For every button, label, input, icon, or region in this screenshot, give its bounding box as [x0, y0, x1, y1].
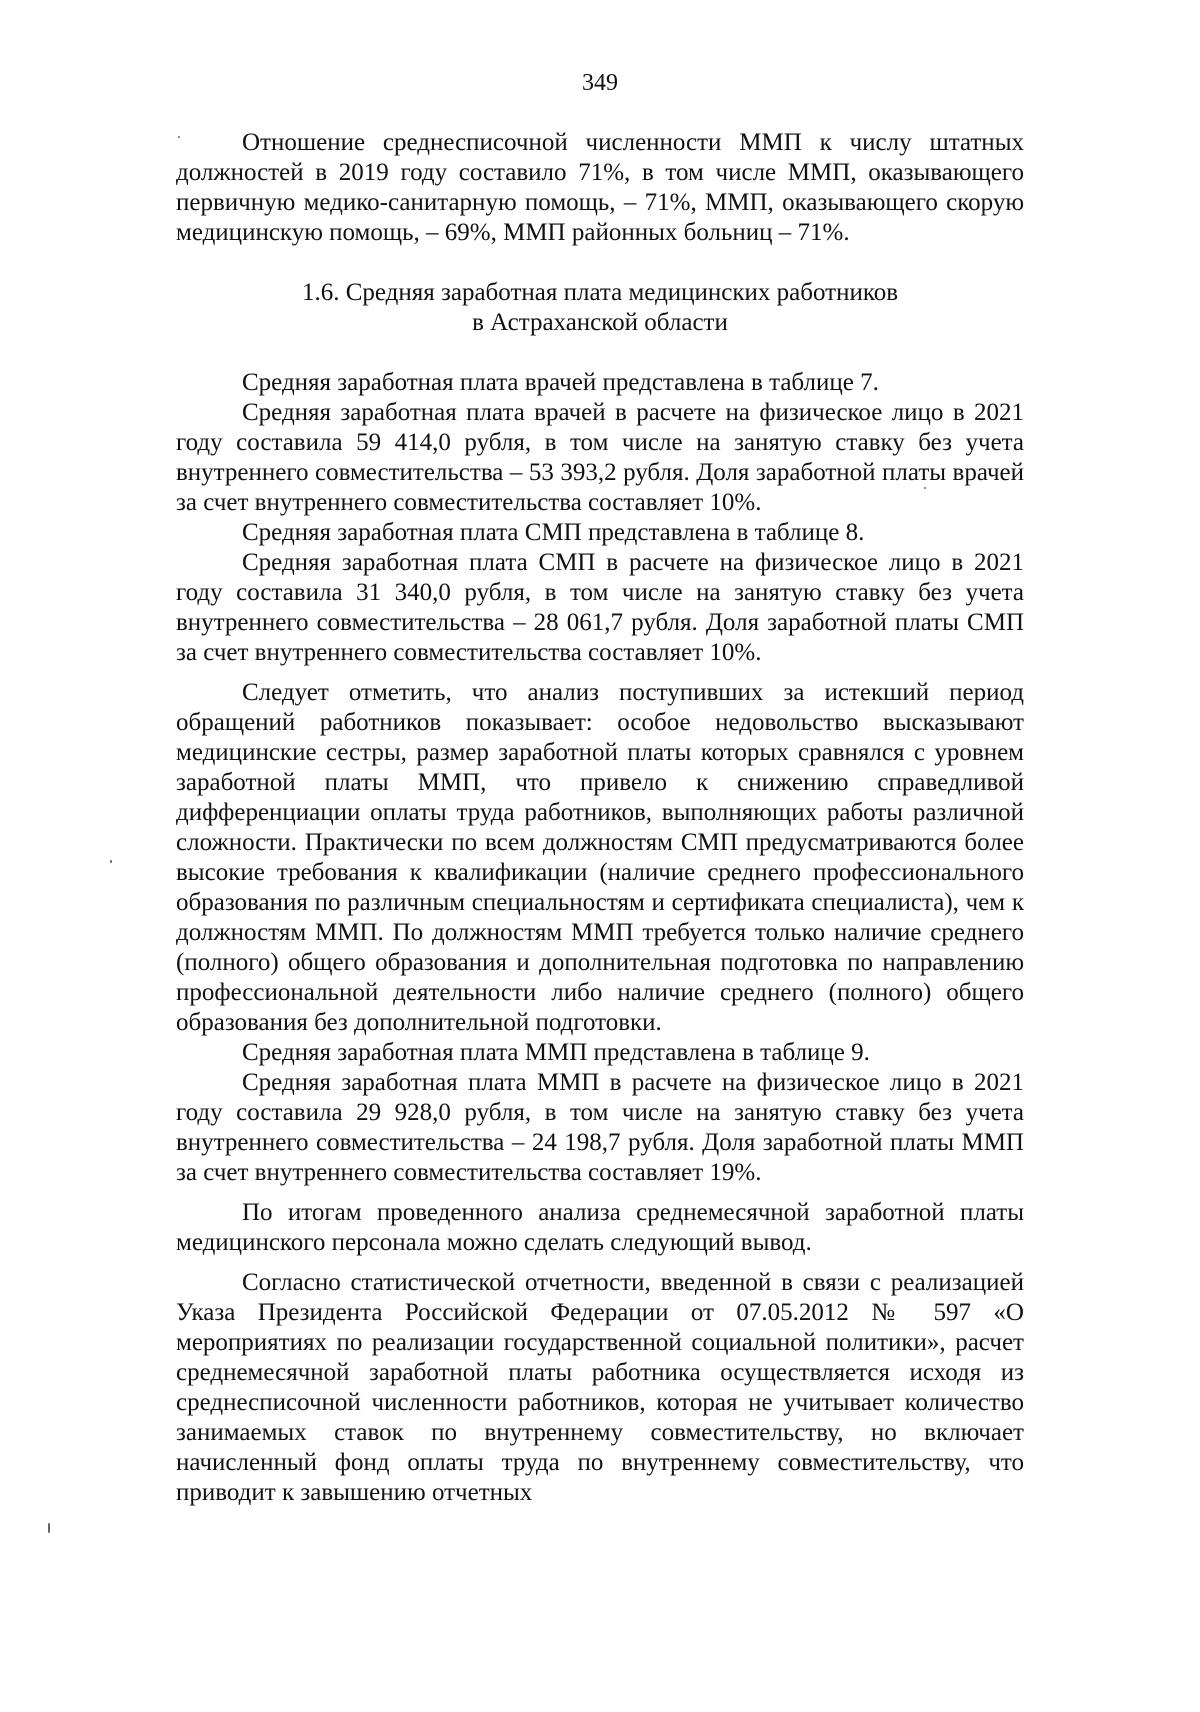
document-body	[176, 128, 1024, 1508]
scan-speck	[924, 487, 926, 489]
paragraph-nurses-table-ref: Средняя заработная плата СМП представлена в таблице 8.	[242, 519, 865, 546]
paragraph-staff-ratio: Отношение среднесписочной численности ММП к числу штатных должностей в 2019 году составило 71%, в том числе ММП, оказывающего первичную медико-санитарную помощь, – 71%, ММП, оказывающего скорую медицинскую помощь, – 69%, ММП районных больниц – 71%.	[176, 129, 1024, 246]
section-heading	[176, 278, 1024, 338]
paragraph-analysis-conclusion: По итогам проведенного анализа среднемесячной заработной платы медицинского персонала можно сделать следующий вывод.	[176, 1199, 1024, 1256]
scan-speck	[110, 860, 112, 863]
paragraph-complaints-analysis: Следует отметить, что анализ поступивших за истекший период обращений работников показывает: особое недовольство высказывают медицинские сестры, размер заработной платы которых сравнялся с уровнем заработной платы ММП, что привело к снижению справедливой дифференциации оплаты труда работников, выполняющих работы различной сложности. Практически по всем должностям СМП предусматриваются более высокие требования к квалификации (наличие среднего профессионального образования по различным специальностям и сертификата специалиста), чем к должностям ММП. По должностям ММП требуется только наличие среднего (полного) общего образования и дополнительная подготовка по направлению профессиональной деятельности либо наличие среднего (полного) общего образования без дополнительной подготовки.	[176, 679, 1024, 1036]
paragraph-junior-salary: Средняя заработная плата ММП в расчете на физическое лицо в 2021 году составила 29 928,0 рубля, в том числе на занятую ставку без учета внутреннего совместительства – 24 198,7 рубля. Доля заработной платы ММП за счет внутреннего совместительства составляет 19%.	[176, 1069, 1024, 1186]
paragraph-junior-table-ref: Средняя заработная плата ММП представлена в таблице 9.	[242, 1039, 870, 1066]
paragraph-nurses-salary: Средняя заработная плата СМП в расчете на физическое лицо в 2021 году составила 31 340,0 рубля, в том числе на занятую ставку без учета внутреннего совместительства – 28 061,7 рубля. Доля заработной платы СМП за счет внутреннего совместительства составляет 10%.	[176, 549, 1024, 666]
page-number: 349	[582, 70, 618, 96]
scan-speck	[48, 1523, 50, 1533]
paragraph-doctors-salary: Средняя заработная плата врачей в расчете на физическое лицо в 2021 году составила 59 414,0 рубля, в том числе на занятую ставку без учета внутреннего совместительства – 53 393,2 рубля. Доля заработной платы врачей за счет внутреннего совместительства составляет 10%.	[176, 399, 1024, 516]
paragraph-doctors-table-ref: Средняя заработная плата врачей представлена в таблице 7.	[242, 369, 879, 396]
scan-speck	[178, 136, 180, 138]
section-heading-line-1: 1.6. Средняя заработная плата медицинских работников	[301, 279, 899, 306]
paragraph-statistical-reporting: Согласно статистической отчетности, введенной в связи с реализацией Указа Президента Российской Федерации от 07.05.2012 № 597 «О мероприятиях по реализации государственной социальной политики», расчет среднемесячной заработной платы работника осуществляется исходя из среднесписочной численности работников, которая не учитывает количество занимаемых ставок по внутреннему совместительству, но включает начисленный фонд оплаты труда по внутреннему совместительству, что приводит к завышению отчетных	[176, 1269, 1024, 1506]
section-heading-line-2: в Астраханской области	[472, 309, 728, 336]
